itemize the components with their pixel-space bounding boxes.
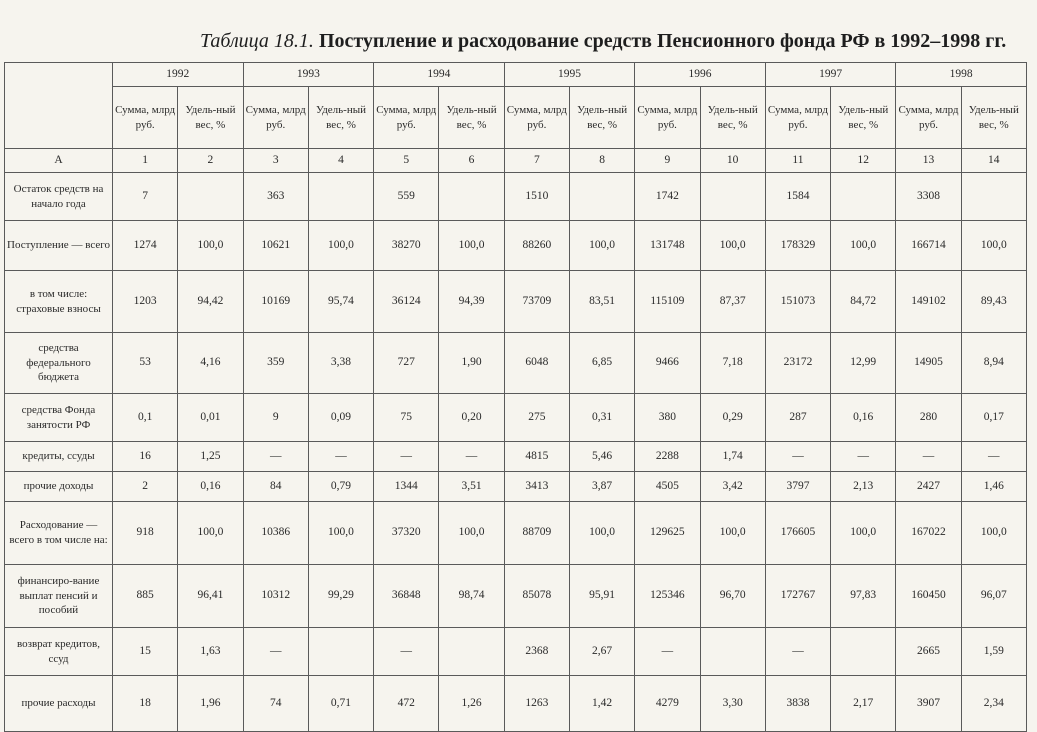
table-caption-label: Таблица 18.1. xyxy=(200,30,314,52)
year-header: 1996 xyxy=(635,63,766,87)
share-cell: 94,42 xyxy=(178,271,243,333)
sum-cell: 2665 xyxy=(896,628,961,676)
sum-cell: 3797 xyxy=(765,472,830,502)
sum-cell: 10312 xyxy=(243,565,308,628)
sum-cell: 0,1 xyxy=(113,394,178,442)
row-label: в том числе: страховые взносы xyxy=(5,271,113,333)
share-cell: 100,0 xyxy=(700,502,765,565)
share-cell: 95,74 xyxy=(308,271,373,333)
table-caption xyxy=(200,30,1030,53)
share-column-header: Удель-ный вес, % xyxy=(831,87,896,149)
share-cell: 2,17 xyxy=(831,676,896,732)
sum-cell: 9466 xyxy=(635,333,700,394)
table-body xyxy=(5,173,1027,732)
share-cell: 6,85 xyxy=(569,333,634,394)
column-index-cell: 7 xyxy=(504,149,569,173)
year-header: 1994 xyxy=(374,63,505,87)
table-row xyxy=(5,271,1027,333)
sum-cell: 1510 xyxy=(504,173,569,221)
column-index-cell: 12 xyxy=(831,149,896,173)
share-cell: 2,67 xyxy=(569,628,634,676)
sum-column-header: Сумма, млрд руб. xyxy=(896,87,961,149)
share-cell: 96,41 xyxy=(178,565,243,628)
share-cell: 0,71 xyxy=(308,676,373,732)
share-cell: — xyxy=(961,442,1026,472)
share-cell: 100,0 xyxy=(831,502,896,565)
share-cell: 100,0 xyxy=(178,502,243,565)
column-index-cell: 5 xyxy=(374,149,439,173)
sum-cell: — xyxy=(635,628,700,676)
column-index-cell: 4 xyxy=(308,149,373,173)
column-index-cell: 14 xyxy=(961,149,1026,173)
sum-cell: 178329 xyxy=(765,221,830,271)
row-label: возврат кредитов, ссуд xyxy=(5,628,113,676)
sum-column-header: Сумма, млрд руб. xyxy=(113,87,178,149)
share-column-header: Удель-ный вес, % xyxy=(700,87,765,149)
sum-cell: 1274 xyxy=(113,221,178,271)
sum-cell: 2427 xyxy=(896,472,961,502)
share-cell: 0,20 xyxy=(439,394,504,442)
table-row xyxy=(5,173,1027,221)
sum-cell: 10621 xyxy=(243,221,308,271)
share-cell: 100,0 xyxy=(961,502,1026,565)
share-cell: 0,16 xyxy=(178,472,243,502)
share-cell xyxy=(700,628,765,676)
sum-cell: 1584 xyxy=(765,173,830,221)
sum-cell: 6048 xyxy=(504,333,569,394)
share-cell: 84,72 xyxy=(831,271,896,333)
sum-cell: 129625 xyxy=(635,502,700,565)
year-header: 1992 xyxy=(113,63,244,87)
share-cell: — xyxy=(831,442,896,472)
sum-cell: 280 xyxy=(896,394,961,442)
share-cell: 1,74 xyxy=(700,442,765,472)
sum-cell: 176605 xyxy=(765,502,830,565)
share-cell: 100,0 xyxy=(308,502,373,565)
sum-cell: 18 xyxy=(113,676,178,732)
sum-cell: 131748 xyxy=(635,221,700,271)
table-row xyxy=(5,565,1027,628)
sum-cell: 2368 xyxy=(504,628,569,676)
sum-cell: — xyxy=(243,628,308,676)
row-label: Остаток средств на начало года xyxy=(5,173,113,221)
row-label: средства Фонда занятости РФ xyxy=(5,394,113,442)
share-cell: 1,26 xyxy=(439,676,504,732)
sum-cell: 3838 xyxy=(765,676,830,732)
sum-cell: 16 xyxy=(113,442,178,472)
corner-cell xyxy=(5,63,113,149)
sum-cell: 115109 xyxy=(635,271,700,333)
row-label: прочие расходы xyxy=(5,676,113,732)
column-index-cell: 8 xyxy=(569,149,634,173)
sum-cell: — xyxy=(765,628,830,676)
share-cell: 100,0 xyxy=(569,221,634,271)
sum-cell: 37320 xyxy=(374,502,439,565)
share-cell: 8,94 xyxy=(961,333,1026,394)
table-row xyxy=(5,394,1027,442)
table-row xyxy=(5,221,1027,271)
share-cell: 100,0 xyxy=(178,221,243,271)
share-cell: 12,99 xyxy=(831,333,896,394)
sum-cell: — xyxy=(243,442,308,472)
column-index-cell: 3 xyxy=(243,149,308,173)
column-index-cell: 13 xyxy=(896,149,961,173)
subheader-row xyxy=(5,87,1027,149)
share-cell: 0,31 xyxy=(569,394,634,442)
sum-cell: 4279 xyxy=(635,676,700,732)
share-cell: 3,51 xyxy=(439,472,504,502)
share-cell xyxy=(831,173,896,221)
sum-column-header: Сумма, млрд руб. xyxy=(243,87,308,149)
sum-cell: 380 xyxy=(635,394,700,442)
table-row xyxy=(5,676,1027,732)
share-cell: 1,59 xyxy=(961,628,1026,676)
year-header-row xyxy=(5,63,1027,87)
column-index-cell: 9 xyxy=(635,149,700,173)
row-label: прочие доходы xyxy=(5,472,113,502)
share-cell: 96,70 xyxy=(700,565,765,628)
column-index-cell: 1 xyxy=(113,149,178,173)
sum-cell: 885 xyxy=(113,565,178,628)
share-cell: 100,0 xyxy=(700,221,765,271)
share-cell xyxy=(569,173,634,221)
share-cell xyxy=(700,173,765,221)
share-cell: 1,90 xyxy=(439,333,504,394)
share-cell xyxy=(178,173,243,221)
table-header xyxy=(5,63,1027,173)
sum-cell: — xyxy=(896,442,961,472)
column-index-cell: А xyxy=(5,149,113,173)
sum-cell: 125346 xyxy=(635,565,700,628)
share-cell: 100,0 xyxy=(961,221,1026,271)
share-cell xyxy=(961,173,1026,221)
pension-fund-table xyxy=(4,62,1027,732)
sum-cell: 359 xyxy=(243,333,308,394)
table-row xyxy=(5,472,1027,502)
sum-cell: 472 xyxy=(374,676,439,732)
sum-cell: 88709 xyxy=(504,502,569,565)
row-label: Поступление — всего xyxy=(5,221,113,271)
column-index-cell: 2 xyxy=(178,149,243,173)
sum-cell: 10386 xyxy=(243,502,308,565)
share-cell: 5,46 xyxy=(569,442,634,472)
sum-column-header: Сумма, млрд руб. xyxy=(765,87,830,149)
share-cell: 0,16 xyxy=(831,394,896,442)
sum-cell: 7 xyxy=(113,173,178,221)
sum-column-header: Сумма, млрд руб. xyxy=(635,87,700,149)
sum-cell: — xyxy=(374,628,439,676)
sum-cell: — xyxy=(765,442,830,472)
share-cell: 3,38 xyxy=(308,333,373,394)
share-cell: 2,34 xyxy=(961,676,1026,732)
sum-cell: 74 xyxy=(243,676,308,732)
share-cell: 0,09 xyxy=(308,394,373,442)
share-cell: 7,18 xyxy=(700,333,765,394)
share-cell: 4,16 xyxy=(178,333,243,394)
share-cell: — xyxy=(439,442,504,472)
sum-cell: 53 xyxy=(113,333,178,394)
sum-cell: 75 xyxy=(374,394,439,442)
row-label: финансиро-вание выплат пенсий и пособий xyxy=(5,565,113,628)
sum-cell: 149102 xyxy=(896,271,961,333)
sum-cell: 23172 xyxy=(765,333,830,394)
column-index-cell: 11 xyxy=(765,149,830,173)
sum-cell: 918 xyxy=(113,502,178,565)
sum-cell: 36848 xyxy=(374,565,439,628)
sum-cell: 14905 xyxy=(896,333,961,394)
share-cell xyxy=(308,628,373,676)
sum-cell: 559 xyxy=(374,173,439,221)
share-cell: 0,29 xyxy=(700,394,765,442)
share-cell xyxy=(439,173,504,221)
share-cell: 99,29 xyxy=(308,565,373,628)
sum-cell: 275 xyxy=(504,394,569,442)
share-column-header: Удель-ный вес, % xyxy=(439,87,504,149)
sum-cell: 3907 xyxy=(896,676,961,732)
table-row xyxy=(5,333,1027,394)
year-header: 1998 xyxy=(896,63,1027,87)
sum-cell: 2288 xyxy=(635,442,700,472)
sum-cell: 166714 xyxy=(896,221,961,271)
sum-cell: 151073 xyxy=(765,271,830,333)
share-cell: 3,30 xyxy=(700,676,765,732)
share-cell xyxy=(308,173,373,221)
sum-column-header: Сумма, млрд руб. xyxy=(374,87,439,149)
share-cell: 1,96 xyxy=(178,676,243,732)
sum-cell: 1203 xyxy=(113,271,178,333)
row-label: средства федерального бюджета xyxy=(5,333,113,394)
share-cell xyxy=(439,628,504,676)
table-row xyxy=(5,502,1027,565)
share-cell: 0,01 xyxy=(178,394,243,442)
share-column-header: Удель-ный вес, % xyxy=(961,87,1026,149)
sum-cell: 3308 xyxy=(896,173,961,221)
sum-cell: 172767 xyxy=(765,565,830,628)
sum-cell: 15 xyxy=(113,628,178,676)
year-header: 1997 xyxy=(765,63,896,87)
share-cell: 100,0 xyxy=(439,502,504,565)
year-header: 1995 xyxy=(504,63,635,87)
sum-cell: 2 xyxy=(113,472,178,502)
share-cell: 98,74 xyxy=(439,565,504,628)
sum-cell: 38270 xyxy=(374,221,439,271)
row-label: Расходование — всего в том числе на: xyxy=(5,502,113,565)
share-cell: 100,0 xyxy=(308,221,373,271)
share-cell: 100,0 xyxy=(831,221,896,271)
share-cell: 96,07 xyxy=(961,565,1026,628)
column-index-row xyxy=(5,149,1027,173)
sum-cell: 10169 xyxy=(243,271,308,333)
share-cell: 1,25 xyxy=(178,442,243,472)
share-cell: 0,17 xyxy=(961,394,1026,442)
sum-cell: 36124 xyxy=(374,271,439,333)
column-index-cell: 10 xyxy=(700,149,765,173)
share-column-header: Удель-ный вес, % xyxy=(569,87,634,149)
share-cell: 3,87 xyxy=(569,472,634,502)
share-cell: 97,83 xyxy=(831,565,896,628)
share-cell: 2,13 xyxy=(831,472,896,502)
share-cell: 1,63 xyxy=(178,628,243,676)
table-row xyxy=(5,442,1027,472)
year-header: 1993 xyxy=(243,63,374,87)
share-cell: 100,0 xyxy=(569,502,634,565)
sum-cell: 73709 xyxy=(504,271,569,333)
share-column-header: Удель-ный вес, % xyxy=(178,87,243,149)
share-cell xyxy=(831,628,896,676)
sum-cell: 167022 xyxy=(896,502,961,565)
sum-cell: 3413 xyxy=(504,472,569,502)
share-cell: 100,0 xyxy=(439,221,504,271)
share-cell: 87,37 xyxy=(700,271,765,333)
share-cell: — xyxy=(308,442,373,472)
sum-cell: 727 xyxy=(374,333,439,394)
sum-cell: 287 xyxy=(765,394,830,442)
share-cell: 95,91 xyxy=(569,565,634,628)
column-index-cell: 6 xyxy=(439,149,504,173)
sum-cell: 4815 xyxy=(504,442,569,472)
sum-cell: 363 xyxy=(243,173,308,221)
share-cell: 0,79 xyxy=(308,472,373,502)
sum-cell: 84 xyxy=(243,472,308,502)
sum-cell: 1263 xyxy=(504,676,569,732)
row-label: кредиты, ссуды xyxy=(5,442,113,472)
share-cell: 94,39 xyxy=(439,271,504,333)
sum-cell: 85078 xyxy=(504,565,569,628)
sum-cell: 160450 xyxy=(896,565,961,628)
share-cell: 83,51 xyxy=(569,271,634,333)
sum-column-header: Сумма, млрд руб. xyxy=(504,87,569,149)
sum-cell: 4505 xyxy=(635,472,700,502)
share-cell: 3,42 xyxy=(700,472,765,502)
sum-cell: 88260 xyxy=(504,221,569,271)
share-cell: 1,42 xyxy=(569,676,634,732)
sum-cell: — xyxy=(374,442,439,472)
sum-cell: 9 xyxy=(243,394,308,442)
share-cell: 89,43 xyxy=(961,271,1026,333)
table-row xyxy=(5,628,1027,676)
sum-cell: 1742 xyxy=(635,173,700,221)
table-caption-text: Поступление и расходование средств Пенсионного фонда РФ в 1992–1998 гг. xyxy=(318,30,1007,52)
share-column-header: Удель-ный вес, % xyxy=(308,87,373,149)
sum-cell: 1344 xyxy=(374,472,439,502)
share-cell: 1,46 xyxy=(961,472,1026,502)
